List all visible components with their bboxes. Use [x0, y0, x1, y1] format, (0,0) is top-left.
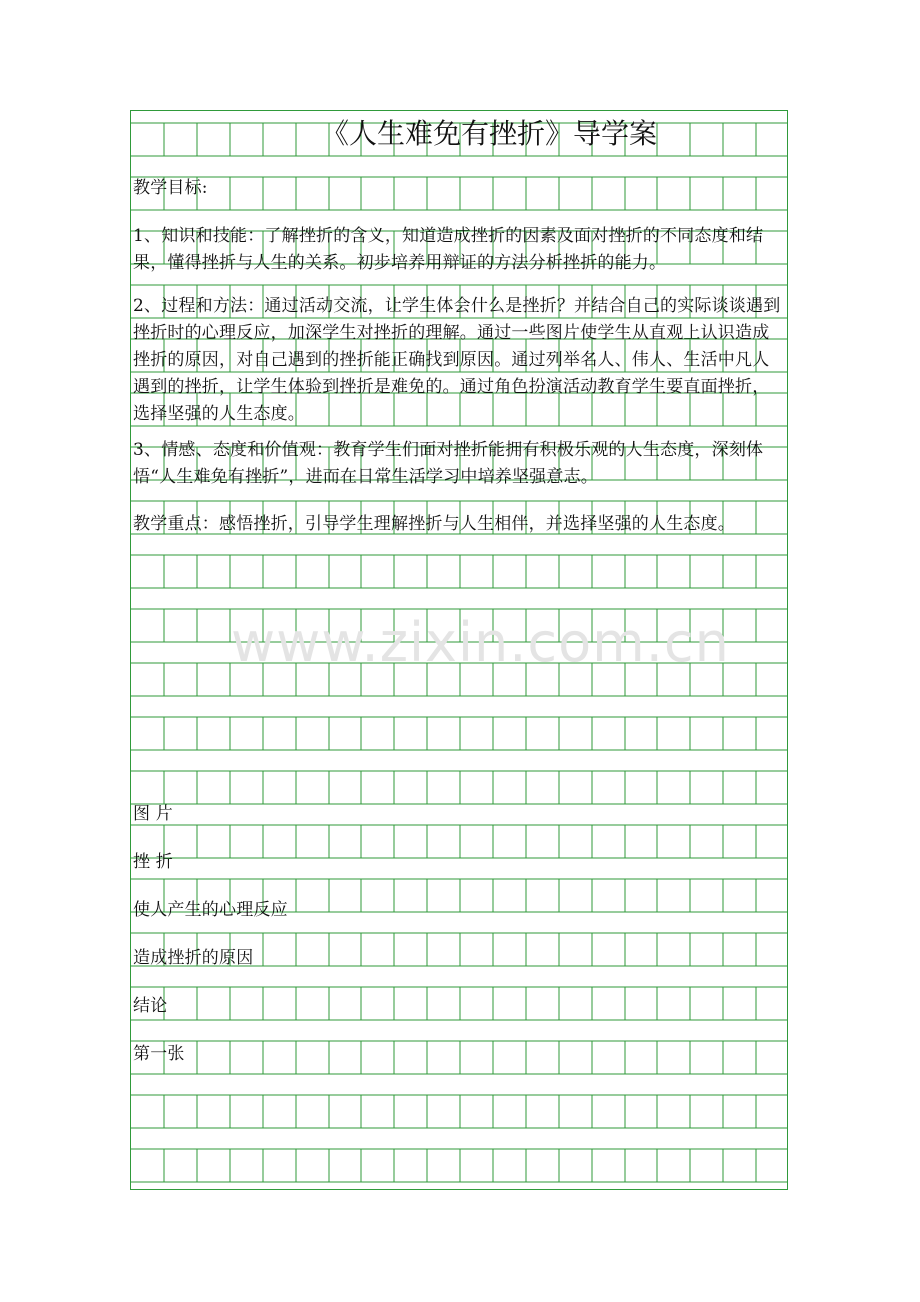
- objective-emotion: 3、情感、态度和价值观：教育学生们面对挫折能拥有积极乐观的人生态度，深刻体悟“人生难免有挫折”，进而在日常生活学习中培养坚强意志。: [133, 440, 764, 487]
- watermark: www.zixin.com.cn: [231, 611, 730, 674]
- grid-paper: [130, 110, 788, 1190]
- objective-knowledge: 1、知识和技能：了解挫折的含义，知道造成挫折的因素及面对挫折的不同态度和结果，懂得挫折与人生的关系。初步培养用辩证的方法分析挫折的能力。: [133, 226, 764, 273]
- objective-process: 2、过程和方法：通过活动交流，让学生体会什么是挫折？并结合自己的实际谈谈遇到挫折时的心理反应，加深学生对挫折的理解。通过一些图片使学生从直观上认识造成挫折的原因，对自己遇到的挫折能正确找到原因。通过列举名人、伟人、生活中凡人遇到的挫折，让学生体验到挫折是难免的。通过角色扮演活动教育学生要直面挫折，选择坚强的人生态度。: [133, 296, 781, 424]
- page-title: 《人生难免有挫折》导学案: [320, 117, 657, 150]
- label-cause: 造成挫折的原因: [133, 948, 254, 968]
- objectives-heading: 教学目标:: [133, 178, 208, 198]
- label-conclusion: 结论: [133, 996, 168, 1016]
- teaching-key-point: 教学重点：感悟挫折，引导学生理解挫折与人生相伴，并选择坚强的人生态度。: [133, 514, 735, 534]
- label-setback: 挫 折: [133, 852, 174, 872]
- label-picture: 图 片: [133, 804, 174, 824]
- label-reaction: 使人产生的心理反应: [133, 900, 288, 920]
- label-first: 第一张: [133, 1044, 185, 1064]
